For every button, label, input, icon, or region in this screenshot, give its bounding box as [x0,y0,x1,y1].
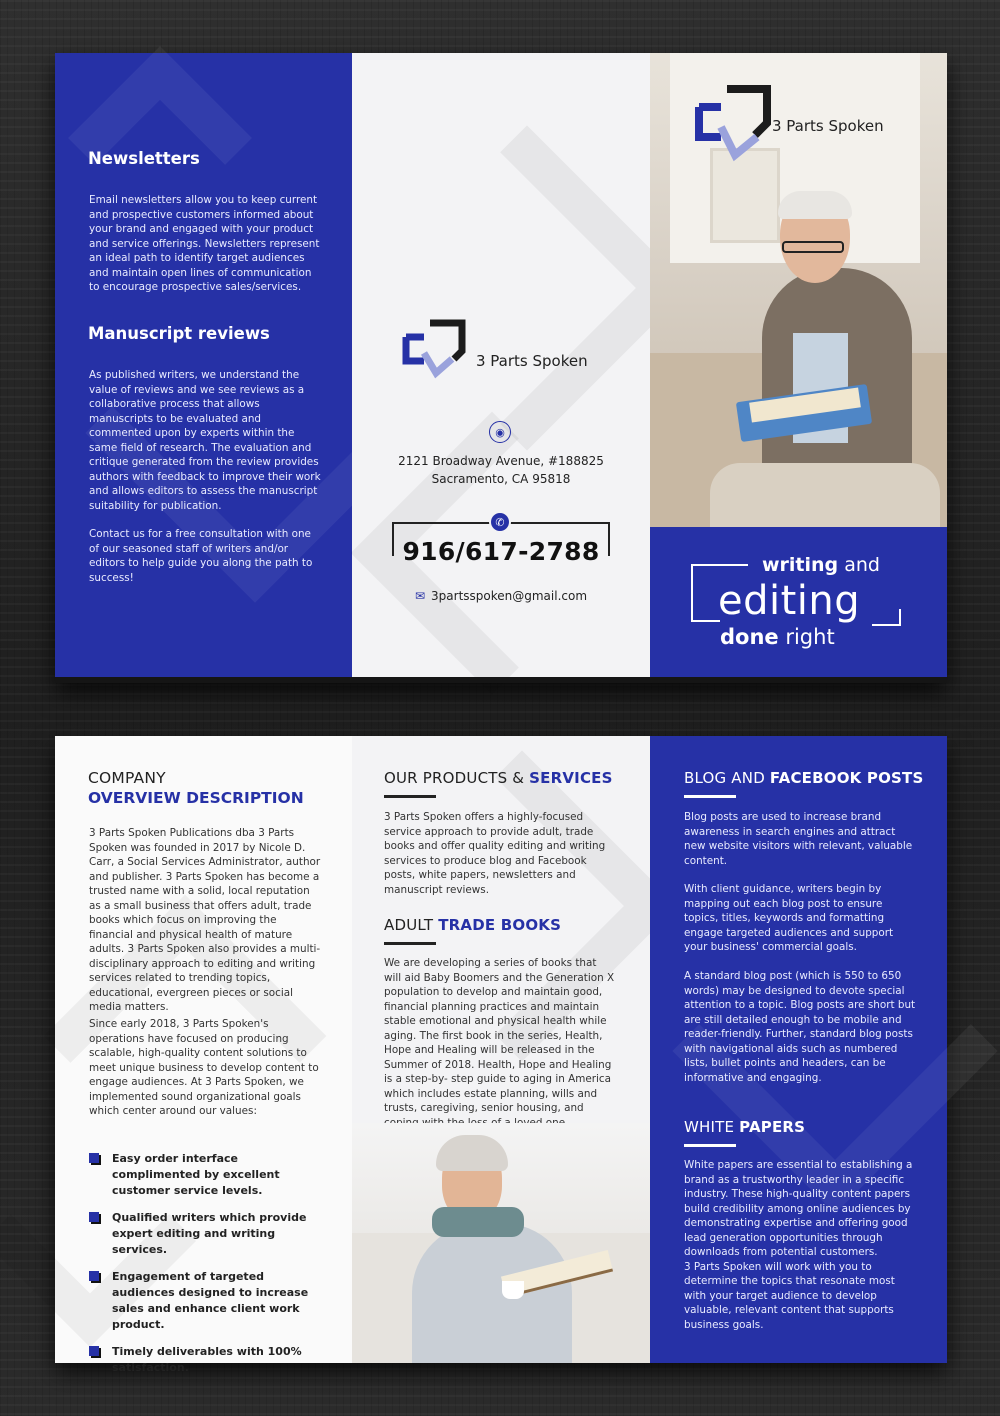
email-row[interactable] [352,589,650,603]
tagline-block [650,527,947,683]
tagline-and: and [844,554,880,576]
newsletters-title: Newsletters [88,149,200,168]
location-pin-icon: ◉ [489,421,511,443]
panel-edge [352,677,650,683]
brochure-inside [55,736,947,1374]
manuscript-contact: Contact us for a free consultation with one of our seasoned staff of writers and/or editors to help guide you along the path to success! [89,528,313,584]
blog-paragraph-2: With client guidance, writers begin by mapping out each blog post to ensure topics, titles, keywords and formatting engage targeted audiences and support your business' commercial goals. [684,883,894,953]
products-body: 3 Parts Spoken offers a highly-focused service approach to provide adult, trade books and offer quality editing and writing services to produce blog and Facebook posts, white papers, newsletters and manuscript reviews. [384,811,606,896]
tagline-editing: editing [718,578,861,624]
whitepapers-title: WHITE PAPERS [684,1118,806,1136]
phone-number[interactable]: 916/617-2788 [402,537,600,566]
logo-wordmark: 3 Parts Spoken [476,352,588,370]
company-title-light: COMPANY [88,769,166,787]
panel-products [352,736,650,1363]
company-title-bold: OVERVIEW DESCRIPTION [88,789,304,807]
blog-paragraph-3: A standard blog post (which is 550 to 650 words) may be designed to devote special attention to a topic. Blog posts are short but are still detailed enough to be mobile and reader-friendly. Further, standard blog posts with navigational aids such as numbered lists, bullet points and headers, can be informative and engaging. [684,970,916,1084]
products-underline [384,795,436,798]
trade-body: We are developing a series of books that will aid Baby Boomers and the Generation X population to develop and maintain good, financial planning practices and maintain stable emotional and physical health while aging. The first book in the series, Health, Hope and Healing will be released in the Summer of 2018. Health, Hope and Healing is a step-by- step guide to aging in America which includes estate planning, wills and trusts, caregiving, senior housing, and [384,957,615,1114]
woman-reading-photo [352,1123,650,1363]
blog-underline [684,795,736,798]
blog-paragraph-1: Blog posts are used to increase brand awareness in search engines and attract new website visitors with relevant, valuable content. [684,811,913,867]
bullet-square-icon [89,1153,99,1163]
blog-title: BLOG AND FACEBOOK POSTS [684,769,924,787]
logo-icon [695,81,775,171]
values-list [89,1151,329,1387]
whitepapers-body: White papers are essential to establishing a brand as a trustworthy leader in a specific industry. These high-quality content papers build credibility among online audiences by demonstrating expertise and offering good lead generation opportunities through downloads from potential customers. 3 Parts Spoken will work with you to determine the topics that resonate most with your target audience to develop valuable, relevant content that supports business goals. [684,1159,913,1331]
panel-cover [650,53,947,683]
tagline-right: right [785,625,835,649]
panel-edge [55,677,352,683]
tagline-done: done [720,625,779,649]
products-title: OUR PRODUCTS & SERVICES [384,769,613,787]
brochure-outside [55,53,947,683]
trade-title: ADULT TRADE BOOKS [384,916,562,934]
panel-edge [650,677,947,683]
manuscript-body: As published writers, we understand the value of reviews and we see reviews as a collaborative process that allows manuscripts to be evaluated and commented upon by experts within the same field of research. The evaluation and critique generated from the review provides authors with feedback to improve their work and allows editors to assess the manuscript suitability for publication. [89,369,321,512]
list-item: Qualified writers which provide expert editing and writing services. [89,1210,329,1258]
phone-icon[interactable]: ✆ [489,511,511,533]
panel-blog-whitepapers [650,736,947,1363]
bullet-square-icon [89,1212,99,1222]
panel-newsletters [55,53,352,683]
list-item: Engagement of targeted audiences designed to increase sales and enhance client work product. [89,1269,329,1333]
company-paragraph-2: Since early 2018, 3 Parts Spoken's operations have focused on producing scalable, high-quality content solutions to meet unique business to develop content to engage audiences. At 3 Parts Spoken, we implemented sound organizational goals which center around our values: [89,1018,319,1117]
address-line-1: 2121 Broadway Avenue, #188825 [398,454,604,468]
list-item: Timely deliverables with 100% satisfaction. [89,1344,329,1376]
tagline-line-1 [762,554,880,576]
address [352,452,650,488]
envelope-icon: ✉ [414,589,426,603]
tagline-bracket-right [870,607,910,647]
whitepapers-underline [684,1144,736,1147]
cover-logo-wordmark: 3 Parts Spoken [772,117,884,135]
panel-contact [352,53,650,683]
newsletters-body: Email newsletters allow you to keep current and prospective customers informed about your brand and engaged with your product and service offerings. Newsletters represent an ideal path to identify target audiences and maintain open lines of communication to encourage prospective sales/services. [89,194,320,293]
bracket-watermark [364,125,689,450]
email-address[interactable]: 3partsspoken@gmail.com [431,589,588,603]
list-item: Easy order interface complimented by excellent customer service levels. [89,1151,329,1199]
bullet-square-icon [89,1271,99,1281]
logo-icon [402,317,474,379]
tagline-writing: writing [762,554,839,576]
bullet-square-icon [89,1346,99,1356]
address-line-2: Sacramento, CA 95818 [431,472,571,486]
company-paragraph-1: 3 Parts Spoken Publications dba 3 Parts Spoken was founded in 2017 by Nicole D. Carr, a Social Services Administrator, author and publisher. 3 Parts Spoken has become a trusted name with a solid, local reputation as a small business that offers adult, trade books which focus on improving the financial and physical health of mature adults. 3 Parts Spoken also provides a multi-disciplinary approach to editing and writing services related to trending topics, educational, evergreen pieces or social media matters. [89,827,321,1013]
tagline-line-3 [720,625,835,649]
manuscript-title: Manuscript reviews [88,324,270,343]
trade-underline [384,942,436,945]
panel-company-overview [55,736,352,1374]
